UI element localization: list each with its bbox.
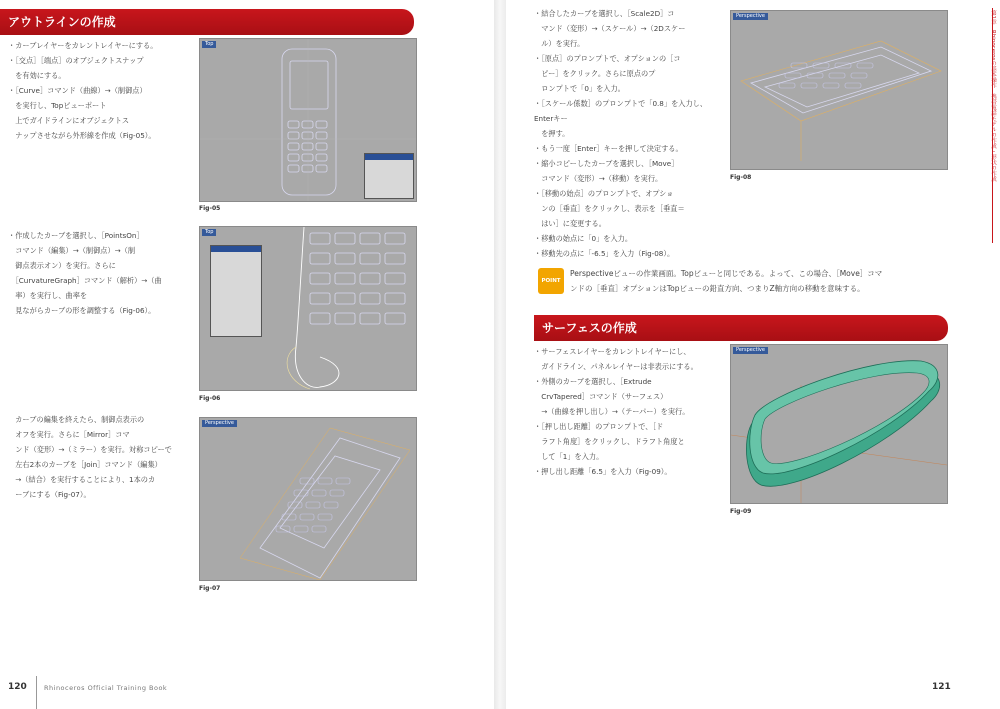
key-outline [324, 502, 338, 508]
key-outline [310, 293, 330, 304]
text-line: ・移動の始点に「0」を入力。 [534, 234, 633, 243]
viewport-label: Perspective [733, 13, 768, 20]
key-outline [318, 514, 332, 520]
chapter-side-tab [986, 0, 1000, 709]
key-outline [310, 273, 330, 284]
key-outline [306, 502, 320, 508]
text-line: Perspectiveビューの作業画面。Topビューと同じである。よって、この場合、［Move］コマ [570, 269, 883, 278]
key-outline [316, 132, 327, 139]
key-outline [857, 63, 873, 68]
text-line: 率）を実行し、曲率を [8, 291, 88, 300]
section-title-surface: サーフェスの作成 [542, 321, 637, 335]
text-line: して「1」を入力。 [534, 452, 604, 461]
key-outline [360, 293, 380, 304]
text-line: ・［Curve］コマンド（曲線）→（制御点） [8, 86, 147, 95]
key-outline [360, 313, 380, 324]
key-outline [288, 143, 299, 150]
note-text [570, 266, 950, 296]
key-outline [385, 233, 405, 244]
point-icon [538, 268, 564, 294]
key-outline [302, 165, 313, 172]
key-outline [302, 143, 313, 150]
key-outline [360, 273, 380, 284]
caption-fig05: Fig-05 [199, 205, 221, 212]
text-line: 御点表示オン）を実行。さらに [8, 261, 116, 270]
text-line: を押す。 [534, 129, 570, 138]
viewport-label: Perspective [733, 347, 768, 354]
key-outline [360, 253, 380, 264]
paragraph-curvature-steps [8, 228, 193, 318]
text-line: ・［スケール係数］のプロンプトで「0.8」を入力し、Enterキー [534, 99, 708, 123]
book-title: Rhinoceros Official Training Book [44, 684, 168, 692]
text-line: ロンプトで「0」を入力。 [534, 84, 625, 93]
key-outline [785, 73, 801, 78]
text-line: ・サーフェスレイヤーをカレントレイヤーにし、 [534, 347, 691, 356]
text-line: ル）を実行。 [534, 39, 585, 48]
key-outline [312, 490, 326, 496]
key-outline [302, 154, 313, 161]
page-gutter [494, 0, 506, 709]
key-outline [288, 121, 299, 128]
layers-dialog [364, 153, 414, 199]
text-line: ・作成したカーブを選択し、［PointsOn］ [8, 231, 144, 240]
section-banner-surface [534, 315, 948, 341]
key-outline [807, 73, 823, 78]
key-outline [791, 63, 807, 68]
paragraph-scale-steps [534, 6, 724, 261]
key-outline [316, 121, 327, 128]
footer-divider [36, 676, 37, 709]
text-line: ・［移動の始点］のプロンプトで、オプショ [534, 189, 674, 198]
text-line: ・［原点］のプロンプトで、オプションの［コ [534, 54, 681, 63]
key-outline [335, 233, 355, 244]
text-line: 左右2本のカーブを［Join］コマンド（編集） [8, 460, 162, 469]
key-outline [302, 121, 313, 128]
scaled-curve-drawing [731, 11, 947, 169]
text-line: CrvTapered］コマンド（サーフェス） [534, 392, 668, 401]
text-line: 見ながらカーブの形を調整する（Fig-06）。 [8, 306, 156, 315]
key-outline [845, 83, 861, 88]
text-line: カーブの編集を終えたら、制御点表示の [8, 415, 145, 424]
left-page [0, 0, 494, 709]
key-outline [335, 253, 355, 264]
key-outline [300, 514, 314, 520]
key-outline [316, 165, 327, 172]
key-outline [360, 233, 380, 244]
figure-08 [730, 10, 948, 170]
text-line: ガイドライン、パネルレイヤーは非表示にする。 [534, 362, 698, 371]
key-outline [312, 526, 326, 532]
key-outline [310, 253, 330, 264]
text-line: はい］に変更する。 [534, 219, 606, 228]
caption-fig09: Fig-09 [730, 508, 752, 515]
paragraph-surface-steps [534, 344, 724, 479]
text-line: ピー］をクリック。さらに原点のプ [534, 69, 656, 78]
key-outline [330, 490, 344, 496]
text-line: ンドの［垂直］オプションはTopビューの鉛直方向、つまりZ軸方向の移動を意味する。 [570, 284, 865, 293]
paragraph-mirror-steps [8, 412, 193, 502]
key-outline [335, 273, 355, 284]
chapter-side-text: 第1章 Rhinocerosの基本操作 携帯電話モデルの作成・形状の作成 [990, 10, 996, 182]
text-line: ナップさせながら外形線を作成（Fig-05）。 [8, 131, 156, 140]
section-banner-outline [0, 9, 414, 35]
text-line: ンド（変形）→（ミラー）を実行。対称コピーで [8, 445, 172, 454]
key-outline [829, 73, 845, 78]
key-outline [288, 154, 299, 161]
key-outline [823, 83, 839, 88]
text-line: を有効にする。 [8, 71, 66, 80]
text-line: ・移動先の点に「-6.5」を入力（Fig-08）。 [534, 249, 675, 258]
text-line: ーブにする（Fig-07）。 [8, 490, 91, 499]
figure-06 [199, 226, 417, 391]
text-line: ラフト角度］をクリックし、ドラフト角度と [534, 437, 685, 446]
key-outline [801, 83, 817, 88]
text-line: コマンド（変形）→（移動）を実行。 [534, 174, 663, 183]
key-outline [385, 313, 405, 324]
key-outline [779, 83, 795, 88]
text-line: ・もう一度［Enter］キーを押して決定する。 [534, 144, 683, 153]
page-number-right: 121 [932, 682, 951, 692]
caption-fig06: Fig-06 [199, 395, 221, 402]
text-line: ・外側のカーブを選択し、［Extrude [534, 377, 652, 386]
key-outline [385, 253, 405, 264]
text-line: コマンド（編集）→（制御点）→（制 [8, 246, 136, 255]
key-outline [294, 526, 308, 532]
key-outline [288, 165, 299, 172]
section-title-outline: アウトラインの作成 [8, 15, 116, 29]
text-line: ・カーブレイヤーをカレントレイヤーにする。 [8, 41, 158, 50]
key-outline [335, 313, 355, 324]
figure-09 [730, 344, 948, 504]
paragraph-outline-steps [8, 38, 193, 143]
key-outline [336, 478, 350, 484]
key-outline [310, 313, 330, 324]
point-dialog [210, 245, 262, 337]
key-outline [851, 73, 867, 78]
key-outline [316, 154, 327, 161]
text-line: ・結合したカーブを選択し、［Scale2D］コ [534, 9, 675, 18]
text-line: →（曲線を押し出し）→（テーパー）を実行。 [534, 407, 690, 416]
key-outline [288, 132, 299, 139]
key-outline [316, 143, 327, 150]
text-line: →（結合）を実行することにより、1本のカ [8, 475, 156, 484]
key-outline [385, 273, 405, 284]
text-line: を実行し、Topビューポート [8, 101, 107, 110]
text-line: ・縮小コピーしたカーブを選択し、［Move］ [534, 159, 679, 168]
text-line: オフを実行。さらに［Mirror］コマ [8, 430, 130, 439]
key-outline [318, 478, 332, 484]
key-outline [335, 293, 355, 304]
caption-fig07: Fig-07 [199, 585, 221, 592]
text-line: ンの［垂直］をクリックし、表示を［垂直＝ [534, 204, 685, 213]
caption-fig08: Fig-08 [730, 174, 752, 181]
mirrored-outline-drawing [200, 418, 416, 580]
viewport-label: Top [202, 229, 216, 236]
text-line: 上でガイドラインにオブジェクトス [8, 116, 130, 125]
key-outline [302, 132, 313, 139]
figure-05 [199, 38, 417, 202]
text-line: ・［交点］［端点］のオブジェクトスナップ [8, 56, 144, 65]
text-line: ・押し出し距離「6.5」を入力（Fig-09）。 [534, 467, 672, 476]
extruded-surface-drawing [731, 345, 947, 503]
key-outline [385, 293, 405, 304]
key-outline [310, 233, 330, 244]
page-number-left: 120 [8, 682, 27, 692]
text-line: ・［押し出し距離］のプロンプトで、［ド [534, 422, 664, 431]
key-outline [294, 490, 308, 496]
viewport-label: Perspective [202, 420, 237, 427]
viewport-label: Top [202, 41, 216, 48]
note-label: POINT [541, 278, 561, 284]
text-line: ［CurvatureGraph］コマンド（解析）→（曲 [8, 276, 162, 285]
figure-07 [199, 417, 417, 581]
right-page [506, 0, 1000, 709]
text-line: マンド（変形）→（スケール）→（2Dスケー [534, 24, 686, 33]
